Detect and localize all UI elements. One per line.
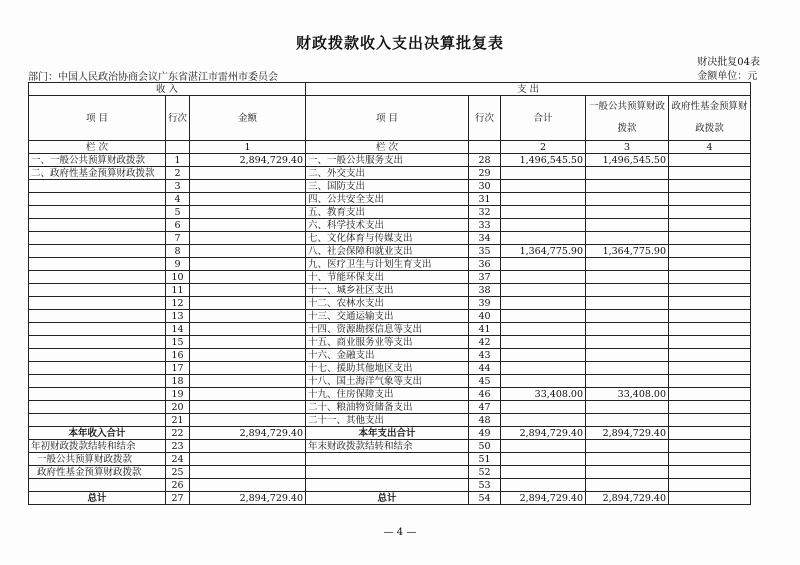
income-rowno-cell: 4	[166, 193, 190, 206]
fund-amount-cell	[669, 427, 751, 440]
total-amount-cell	[501, 310, 586, 323]
total-amount-cell	[501, 297, 586, 310]
income-item-cell: 总计	[29, 492, 166, 505]
general-amount-cell	[586, 479, 669, 492]
total-amount-cell	[501, 375, 586, 388]
fund-amount-cell	[669, 284, 751, 297]
income-rowno-cell: 26	[166, 479, 190, 492]
fund-amount-cell	[669, 440, 751, 453]
expense-item-cell: 本年支出合计	[306, 427, 469, 440]
income-item-cell	[29, 323, 166, 336]
table-row	[29, 388, 751, 401]
income-amount-cell	[190, 479, 306, 492]
expense-item-cell: 九、医疗卫生与计划生育支出	[306, 258, 469, 271]
fund-amount-cell	[669, 375, 751, 388]
general-amount-cell	[586, 453, 669, 466]
fund-amount-cell	[669, 362, 751, 375]
expense-rowno-cell: 43	[469, 349, 501, 362]
income-amount-cell	[190, 323, 306, 336]
total-amount-cell	[501, 349, 586, 362]
income-item-cell	[29, 349, 166, 362]
expense-item-cell: 年末财政拨款结转和结余	[306, 440, 469, 453]
income-item-cell	[29, 271, 166, 284]
income-item-cell	[29, 180, 166, 193]
table-row	[29, 349, 751, 362]
income-index-label: 栏 次	[29, 141, 166, 154]
general-amount-cell	[586, 375, 669, 388]
table-row	[29, 323, 751, 336]
income-rowno-cell: 20	[166, 401, 190, 414]
expense-rowno-cell: 45	[469, 375, 501, 388]
fund-amount-cell	[669, 336, 751, 349]
general-amount-cell	[586, 258, 669, 271]
expense-item-cell: 十三、交通运输支出	[306, 310, 469, 323]
fund-amount-cell	[669, 414, 751, 427]
expense-item-cell: 五、教育支出	[306, 206, 469, 219]
fund-amount-cell	[669, 492, 751, 505]
income-amount-cell	[190, 245, 306, 258]
general-amount-cell	[586, 180, 669, 193]
income-amount-cell	[190, 219, 306, 232]
income-amount-cell	[190, 453, 306, 466]
general-amount-cell	[586, 193, 669, 206]
table-row	[29, 492, 751, 505]
expense-item-cell: 七、文化体育与传媒支出	[306, 232, 469, 245]
income-rowno-cell: 17	[166, 362, 190, 375]
income-amount-cell	[190, 297, 306, 310]
fund-amount-cell	[669, 401, 751, 414]
income-rowno-cell: 25	[166, 466, 190, 479]
income-amount-cell	[190, 375, 306, 388]
total-amount-cell	[501, 466, 586, 479]
page-number: — 4 —	[383, 527, 417, 538]
expense-rowno-header: 行次	[469, 96, 501, 141]
expense-item-cell: 十四、资源勘探信息等支出	[306, 323, 469, 336]
expense-rowno-cell: 33	[469, 219, 501, 232]
general-amount-cell	[586, 310, 669, 323]
income-amount-cell	[190, 362, 306, 375]
income-rowno-cell: 11	[166, 284, 190, 297]
expense-item-cell: 二、外交支出	[306, 167, 469, 180]
general-amount-cell	[586, 440, 669, 453]
expense-rowno-cell: 37	[469, 271, 501, 284]
expense-item-cell: 二十一、其他支出	[306, 414, 469, 427]
fund-amount-cell	[669, 232, 751, 245]
income-rowno-cell: 9	[166, 258, 190, 271]
amount-unit: 金额单位：元	[697, 71, 758, 82]
table-row	[29, 427, 751, 440]
total-amount-cell	[501, 414, 586, 427]
general-amount-cell	[586, 349, 669, 362]
total-amount-cell	[501, 193, 586, 206]
section-header-row	[29, 83, 751, 96]
table-row	[29, 167, 751, 180]
fund-amount-cell	[669, 206, 751, 219]
fund-amount-cell	[669, 154, 751, 167]
column-index-row	[29, 141, 751, 154]
income-item-cell: 二、政府性基金预算财政拨款	[29, 167, 166, 180]
total-amount-cell: 2,894,729.40	[501, 492, 586, 505]
general-amount-cell: 1,496,545.50	[586, 154, 669, 167]
general-budget-header: 一般公共预算财政拨款	[586, 96, 669, 141]
expense-rowno-cell: 49	[469, 427, 501, 440]
expense-item-cell: 四、公共安全支出	[306, 193, 469, 206]
income-item-cell	[29, 401, 166, 414]
expense-item-cell: 六、科学技术支出	[306, 219, 469, 232]
general-amount-cell	[586, 284, 669, 297]
income-rowno-cell: 1	[166, 154, 190, 167]
income-amount-cell: 2,894,729.40	[190, 154, 306, 167]
income-item-cell	[29, 219, 166, 232]
income-amount-header: 金额	[190, 96, 306, 141]
income-item-cell	[29, 388, 166, 401]
table-row	[29, 479, 751, 492]
table-row	[29, 453, 751, 466]
table-row	[29, 375, 751, 388]
expense-item-cell: 八、社会保障和就业支出	[306, 245, 469, 258]
general-amount-cell	[586, 232, 669, 245]
total-amount-cell	[501, 323, 586, 336]
income-rowno-cell: 5	[166, 206, 190, 219]
income-amount-cell	[190, 180, 306, 193]
total-header: 合计	[501, 96, 586, 141]
expense-rowno-cell: 28	[469, 154, 501, 167]
total-amount-cell	[501, 453, 586, 466]
income-amount-cell	[190, 206, 306, 219]
income-amount-cell	[190, 440, 306, 453]
income-item-header: 项 目	[29, 96, 166, 141]
income-rowno-cell: 6	[166, 219, 190, 232]
total-amount-cell: 1,364,775.90	[501, 245, 586, 258]
income-item-cell	[29, 284, 166, 297]
expense-rowno-cell: 44	[469, 362, 501, 375]
fund-amount-cell	[669, 453, 751, 466]
expense-item-cell: 总计	[306, 492, 469, 505]
total-index: 2	[501, 141, 586, 154]
table-row	[29, 258, 751, 271]
income-item-cell	[29, 232, 166, 245]
expense-item-cell: 十一、城乡社区支出	[306, 284, 469, 297]
income-rowno-cell: 24	[166, 453, 190, 466]
income-item-cell	[29, 206, 166, 219]
total-amount-cell	[501, 440, 586, 453]
table-row	[29, 154, 751, 167]
table-row	[29, 440, 751, 453]
total-amount-cell	[501, 219, 586, 232]
total-amount-cell	[501, 362, 586, 375]
income-amount-cell	[190, 167, 306, 180]
income-index-amount: 1	[190, 141, 306, 154]
total-amount-cell	[501, 232, 586, 245]
total-amount-cell	[501, 284, 586, 297]
income-rowno-cell: 3	[166, 180, 190, 193]
expense-rowno-cell: 54	[469, 492, 501, 505]
income-item-cell: 本年收入合计	[29, 427, 166, 440]
table-row	[29, 232, 751, 245]
fund-amount-cell	[669, 388, 751, 401]
income-item-cell	[29, 310, 166, 323]
general-amount-cell	[586, 167, 669, 180]
income-rowno-cell: 27	[166, 492, 190, 505]
expense-rowno-cell: 38	[469, 284, 501, 297]
table-row	[29, 180, 751, 193]
fund-amount-cell	[669, 245, 751, 258]
table-row	[29, 414, 751, 427]
general-amount-cell	[586, 206, 669, 219]
general-amount-cell	[586, 297, 669, 310]
income-amount-cell	[190, 258, 306, 271]
income-rowno-cell: 16	[166, 349, 190, 362]
income-rowno-cell: 22	[166, 427, 190, 440]
general-amount-cell: 2,894,729.40	[586, 492, 669, 505]
total-amount-cell	[501, 479, 586, 492]
expense-rowno-cell: 41	[469, 323, 501, 336]
table-row	[29, 193, 751, 206]
fund-amount-cell	[669, 219, 751, 232]
column-header-row	[29, 96, 751, 141]
total-amount-cell: 33,408.00	[501, 388, 586, 401]
income-amount-cell	[190, 388, 306, 401]
total-amount-cell: 1,496,545.50	[501, 154, 586, 167]
expense-rowno-cell: 30	[469, 180, 501, 193]
income-amount-cell	[190, 414, 306, 427]
fund-amount-cell	[669, 297, 751, 310]
income-item-cell: 一般公共预算财政拨款	[29, 453, 166, 466]
table-row	[29, 310, 751, 323]
income-item-cell: 政府性基金预算财政拨款	[29, 466, 166, 479]
table-row	[29, 362, 751, 375]
income-item-cell	[29, 193, 166, 206]
income-item-cell	[29, 375, 166, 388]
income-amount-cell	[190, 310, 306, 323]
expense-index-label: 栏 次	[306, 141, 469, 154]
expense-item-cell	[306, 479, 469, 492]
general-amount-cell	[586, 362, 669, 375]
fund-amount-cell	[669, 479, 751, 492]
total-amount-cell	[501, 401, 586, 414]
income-item-cell	[29, 297, 166, 310]
department-label: 部门：中国人民政治协商会议广东省湛江市雷州市委员会	[28, 72, 278, 83]
income-amount-cell	[190, 232, 306, 245]
income-amount-cell	[190, 271, 306, 284]
income-rowno-cell: 2	[166, 167, 190, 180]
expense-item-cell: 二十、粮油物资储备支出	[306, 401, 469, 414]
general-index: 3	[586, 141, 669, 154]
expense-item-header: 项 目	[306, 96, 469, 141]
general-amount-cell	[586, 271, 669, 284]
total-amount-cell	[501, 180, 586, 193]
fund-amount-cell	[669, 271, 751, 284]
fund-amount-cell	[669, 466, 751, 479]
table-row	[29, 466, 751, 479]
expense-item-cell: 十七、援助其他地区支出	[306, 362, 469, 375]
general-amount-cell	[586, 414, 669, 427]
table-row	[29, 245, 751, 258]
expense-item-cell	[306, 466, 469, 479]
expense-item-cell: 十、节能环保支出	[306, 271, 469, 284]
general-amount-cell: 33,408.00	[586, 388, 669, 401]
expense-item-cell: 十九、住房保障支出	[306, 388, 469, 401]
expense-item-cell: 三、国防支出	[306, 180, 469, 193]
expense-rowno-cell: 51	[469, 453, 501, 466]
expense-section-label: 支 出	[306, 83, 751, 96]
page-title: 财政拨款收入支出决算批复表	[295, 34, 504, 52]
income-item-cell: 一、一般公共预算财政拨款	[29, 154, 166, 167]
expense-item-cell: 十六、金融支出	[306, 349, 469, 362]
fund-amount-cell	[669, 258, 751, 271]
income-item-cell	[29, 336, 166, 349]
budget-table	[28, 82, 751, 505]
expense-item-cell: 十二、农林水支出	[306, 297, 469, 310]
total-amount-cell	[501, 258, 586, 271]
income-rowno-cell: 21	[166, 414, 190, 427]
form-meta	[697, 56, 760, 84]
expense-index-rowno	[469, 141, 501, 154]
income-item-cell	[29, 414, 166, 427]
income-rowno-cell: 19	[166, 388, 190, 401]
general-amount-cell	[586, 323, 669, 336]
general-amount-cell	[586, 336, 669, 349]
expense-item-cell: 十五、商业服务业等支出	[306, 336, 469, 349]
income-rowno-cell: 18	[166, 375, 190, 388]
table-row	[29, 336, 751, 349]
income-rowno-cell: 12	[166, 297, 190, 310]
income-amount-cell: 2,894,729.40	[190, 492, 306, 505]
general-amount-cell: 1,364,775.90	[586, 245, 669, 258]
expense-rowno-cell: 46	[469, 388, 501, 401]
income-rowno-cell: 23	[166, 440, 190, 453]
general-amount-cell	[586, 401, 669, 414]
expense-rowno-cell: 40	[469, 310, 501, 323]
income-rowno-cell: 15	[166, 336, 190, 349]
income-item-cell	[29, 258, 166, 271]
general-amount-cell	[586, 466, 669, 479]
fund-amount-cell	[669, 193, 751, 206]
fund-amount-cell	[669, 323, 751, 336]
income-amount-cell	[190, 401, 306, 414]
expense-rowno-cell: 42	[469, 336, 501, 349]
table-row	[29, 206, 751, 219]
total-amount-cell	[501, 167, 586, 180]
expense-rowno-cell: 31	[469, 193, 501, 206]
table-row	[29, 297, 751, 310]
income-section-label: 收 入	[29, 83, 306, 96]
total-amount-cell: 2,894,729.40	[501, 427, 586, 440]
expense-rowno-cell: 29	[469, 167, 501, 180]
income-item-cell	[29, 362, 166, 375]
expense-rowno-cell: 35	[469, 245, 501, 258]
fund-index: 4	[669, 141, 751, 154]
table-row	[29, 401, 751, 414]
fund-amount-cell	[669, 310, 751, 323]
expense-rowno-cell: 53	[469, 479, 501, 492]
fund-budget-header: 政府性基金预算财政拨款	[669, 96, 751, 141]
expense-rowno-cell: 36	[469, 258, 501, 271]
income-item-cell: 年初财政拨款结转和结余	[29, 440, 166, 453]
total-amount-cell	[501, 336, 586, 349]
expense-rowno-cell: 32	[469, 206, 501, 219]
income-amount-cell	[190, 466, 306, 479]
expense-rowno-cell: 52	[469, 466, 501, 479]
income-rowno-cell: 13	[166, 310, 190, 323]
expense-rowno-cell: 48	[469, 414, 501, 427]
total-amount-cell	[501, 271, 586, 284]
table-row	[29, 271, 751, 284]
table-row	[29, 284, 751, 297]
income-amount-cell	[190, 284, 306, 297]
expense-item-cell: 十八、国土海洋气象等支出	[306, 375, 469, 388]
income-rowno-header: 行次	[166, 96, 190, 141]
general-amount-cell: 2,894,729.40	[586, 427, 669, 440]
fund-amount-cell	[669, 167, 751, 180]
income-amount-cell	[190, 193, 306, 206]
income-rowno-cell: 10	[166, 271, 190, 284]
expense-rowno-cell: 34	[469, 232, 501, 245]
income-amount-cell	[190, 336, 306, 349]
income-index-rowno	[166, 141, 190, 154]
fund-amount-cell	[669, 180, 751, 193]
form-code: 财决批复04表	[697, 57, 760, 68]
table-row	[29, 219, 751, 232]
expense-item-cell	[306, 453, 469, 466]
fund-amount-cell	[669, 349, 751, 362]
expense-item-cell: 一、一般公共服务支出	[306, 154, 469, 167]
total-amount-cell	[501, 206, 586, 219]
income-amount-cell	[190, 349, 306, 362]
income-rowno-cell: 8	[166, 245, 190, 258]
expense-rowno-cell: 47	[469, 401, 501, 414]
general-amount-cell	[586, 219, 669, 232]
expense-rowno-cell: 50	[469, 440, 501, 453]
expense-rowno-cell: 39	[469, 297, 501, 310]
income-amount-cell: 2,894,729.40	[190, 427, 306, 440]
income-item-cell	[29, 245, 166, 258]
income-item-cell	[29, 479, 166, 492]
income-rowno-cell: 14	[166, 323, 190, 336]
income-rowno-cell: 7	[166, 232, 190, 245]
